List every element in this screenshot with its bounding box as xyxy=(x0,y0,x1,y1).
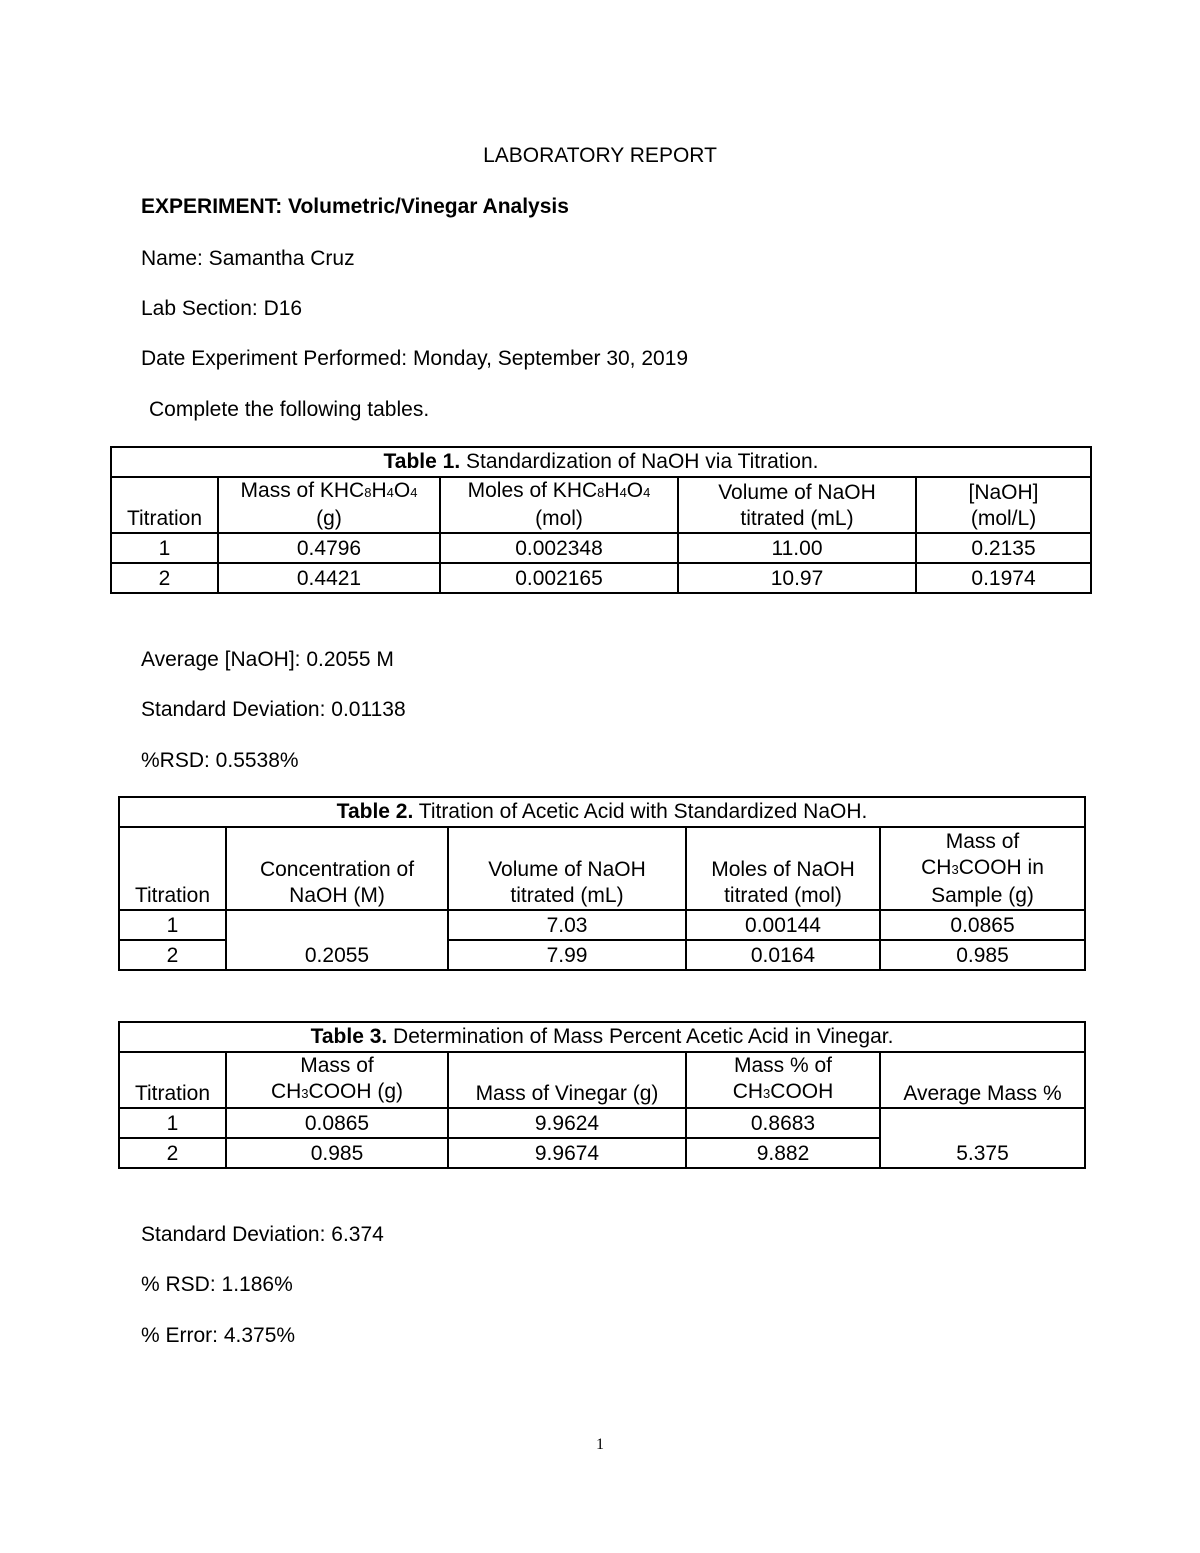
header-titration: Titration xyxy=(119,1052,226,1108)
table-row xyxy=(119,1108,1085,1138)
table-cell: 0.4796 xyxy=(218,533,440,563)
header-titration: Titration xyxy=(111,477,218,533)
experiment-value: Volumetric/Vinegar Analysis xyxy=(288,195,569,218)
table-cell: 10.97 xyxy=(678,563,916,593)
average-naoh: Average [NaOH]: 0.2055 M xyxy=(141,648,394,671)
concentration-merged-cell: 0.2055 xyxy=(226,910,448,970)
table-cell: 0.0865 xyxy=(226,1108,448,1138)
table-cell: 7.03 xyxy=(448,910,686,940)
average-merged-cell: 5.375 xyxy=(880,1108,1085,1168)
table-3-header-row xyxy=(119,1052,1085,1108)
page-number: 1 xyxy=(596,1436,604,1453)
table-2-caption: Table 2. Titration of Acetic Acid with Standardized NaOH. xyxy=(119,797,1085,827)
header-concentration-naoh: Concentration of NaOH (M) xyxy=(226,827,448,910)
experiment-date: Date Experiment Performed: Monday, September 30, 2019 xyxy=(141,347,689,370)
lab-section: Lab Section: D16 xyxy=(141,297,303,320)
table-row xyxy=(111,533,1091,563)
table-cell: 0.985 xyxy=(880,940,1085,970)
header-moles-naoh: Moles of NaOH titrated (mol) xyxy=(686,827,880,910)
rsd-1: %RSD: 0.5538% xyxy=(141,749,299,772)
table-cell: 0.0865 xyxy=(880,910,1085,940)
table-cell: 0.1974 xyxy=(916,563,1091,593)
table-1-caption: Table 1. Standardization of NaOH via Titration. xyxy=(111,447,1091,477)
table-cell: 11.00 xyxy=(678,533,916,563)
table-cell: 0.00144 xyxy=(686,910,880,940)
standard-deviation-1: Standard Deviation: 0.01138 xyxy=(141,698,406,721)
percent-error: % Error: 4.375% xyxy=(141,1324,296,1347)
table-2 xyxy=(118,796,1086,971)
table-cell: 7.99 xyxy=(448,940,686,970)
header-mass-acetic-acid: Mass of CH3COOH (g) xyxy=(226,1052,448,1108)
table-row xyxy=(119,910,1085,940)
experiment-label: EXPERIMENT: xyxy=(141,195,283,218)
header-mass-acetic-acid: Mass of CH3COOH in Sample (g) xyxy=(880,827,1085,910)
table-2-header-row xyxy=(119,827,1085,910)
table-row xyxy=(111,563,1091,593)
instructions: Complete the following tables. xyxy=(149,398,430,421)
standard-deviation-2: Standard Deviation: 6.374 xyxy=(141,1223,384,1246)
table-cell: 0.2135 xyxy=(916,533,1091,563)
header-naoh-concentration: [NaOH] (mol/L) xyxy=(916,477,1091,533)
header-moles-khp: Moles of KHC8H4O4 (mol) xyxy=(440,477,678,533)
table-cell: 9.9624 xyxy=(448,1108,686,1138)
table-1-header-row xyxy=(111,477,1091,533)
table-cell: 2 xyxy=(119,940,226,970)
header-volume-naoh: Volume of NaOH titrated (mL) xyxy=(678,477,916,533)
table-cell: 0.8683 xyxy=(686,1108,880,1138)
table-cell: 0.002165 xyxy=(440,563,678,593)
table-cell: 9.882 xyxy=(686,1138,880,1168)
table-1 xyxy=(110,446,1092,594)
header-average-mass-percent: Average Mass % xyxy=(880,1052,1085,1108)
table-cell: 0.985 xyxy=(226,1138,448,1168)
header-mass-khp: Mass of KHC8H4O4 (g) xyxy=(218,477,440,533)
table-cell: 1 xyxy=(119,910,226,940)
header-volume-naoh: Volume of NaOH titrated (mL) xyxy=(448,827,686,910)
header-mass-vinegar: Mass of Vinegar (g) xyxy=(448,1052,686,1108)
table-cell: 0.002348 xyxy=(440,533,678,563)
header-titration: Titration xyxy=(119,827,226,910)
table-cell: 1 xyxy=(119,1108,226,1138)
table-cell: 1 xyxy=(111,533,218,563)
table-cell: 2 xyxy=(111,563,218,593)
header-mass-percent: Mass % of CH3COOH xyxy=(686,1052,880,1108)
table-3 xyxy=(118,1021,1086,1169)
student-name: Name: Samantha Cruz xyxy=(141,247,355,270)
table-3-caption: Table 3. Determination of Mass Percent Acetic Acid in Vinegar. xyxy=(119,1022,1085,1052)
experiment-line xyxy=(141,196,569,217)
table-cell: 9.9674 xyxy=(448,1138,686,1168)
rsd-2: % RSD: 1.186% xyxy=(141,1273,293,1296)
table-cell: 2 xyxy=(119,1138,226,1168)
table-cell: 0.4421 xyxy=(218,563,440,593)
table-cell: 0.0164 xyxy=(686,940,880,970)
report-title: LABORATORY REPORT xyxy=(483,144,717,167)
